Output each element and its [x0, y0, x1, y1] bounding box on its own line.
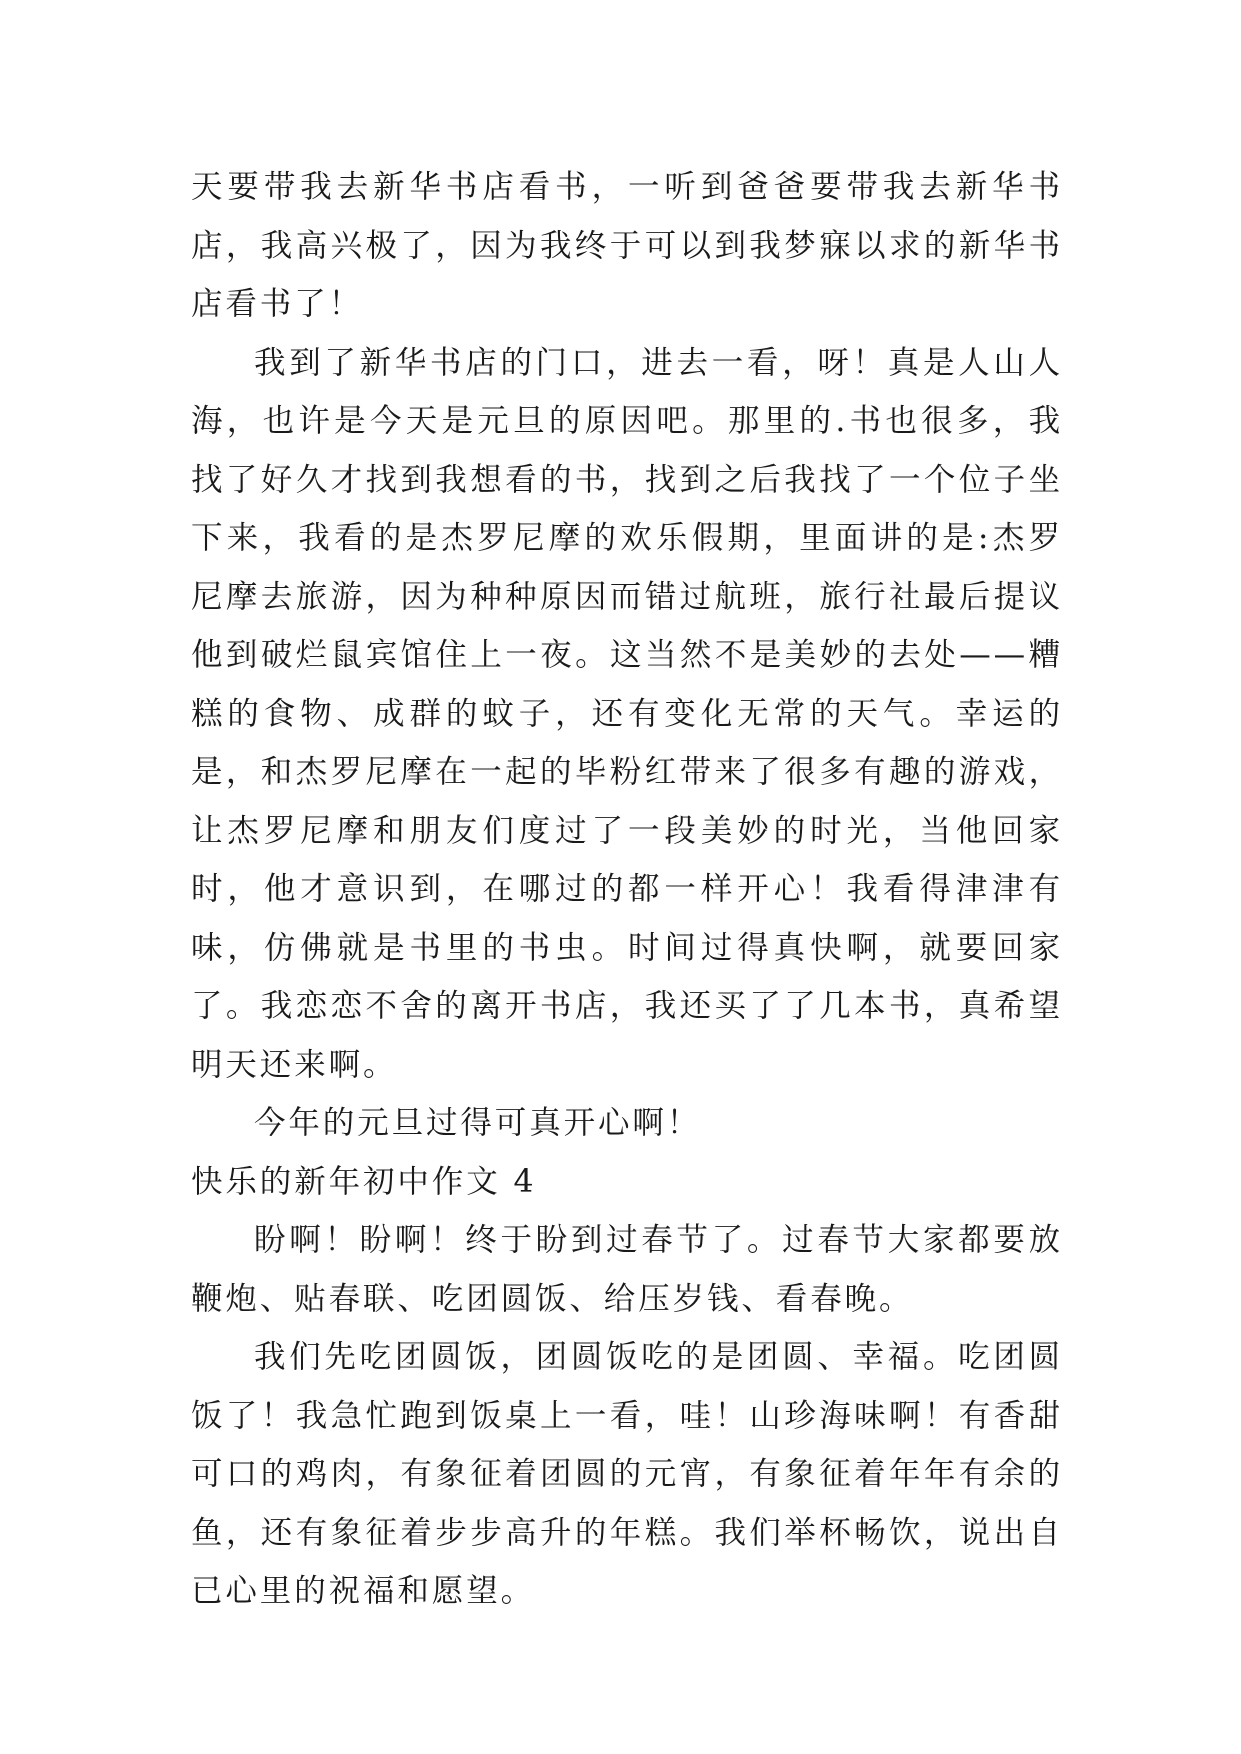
paragraph-bookstore-visit: 我到了新华书店的门口，进去一看，呀！真是人山人海，也许是今天是元旦的原因吧。那里的.书也很多，我找了好久才找到我想看的书，找到之后我找了一个位子坐下来，我看的是杰罗尼摩的欢乐假期，里面讲的是:杰罗尼摩去旅游，因为种种原因而错过航班，旅行社最后提议他到破烂鼠宾馆住上一夜。这当然不是美妙的去处——糟糕的食物、成群的蚊子，还有变化无常的天气。幸运的是，和杰罗尼摩在一起的毕粉红带来了很多有趣的游戏，让杰罗尼摩和朋友们度过了一段美妙的时光，当他回家时，他才意识到，在哪过的都一样开心！我看得津津有味，仿佛就是书里的书虫。时间过得真快啊，就要回家了。我恋恋不舍的离开书店，我还买了了几本书，真希望明天还来啊。 [191, 344, 1063, 1083]
paragraph-reunion-dinner: 我们先吃团圆饭，团圆饭吃的是团圆、幸福。吃团圆饭了！我急忙跑到饭桌上一看，哇！山珍海味啊！有香甜可口的鸡肉，有象征着团圆的元宵，有象征着年年有余的鱼，还有象征着步步高升的年糕。我们举杯畅饮，说出自已心里的祝福和愿望。 [191, 1339, 1063, 1609]
paragraph-continuation: 天要带我去新华书店看书，一听到爸爸要带我去新华书店，我高兴极了，因为我终于可以到我梦寐以求的新华书店看书了！ [191, 169, 1063, 322]
essay-heading: 快乐的新年初中作文 4 [191, 1163, 537, 1200]
paragraph-new-year-conclusion: 今年的元旦过得可真开心啊！ [254, 1105, 702, 1141]
document-body [191, 158, 1063, 1621]
paragraph-spring-festival-intro: 盼啊！盼啊！终于盼到过春节了。过春节大家都要放鞭炮、贴春联、吃团圆饭、给压岁钱、看春晚。 [191, 1222, 1063, 1317]
